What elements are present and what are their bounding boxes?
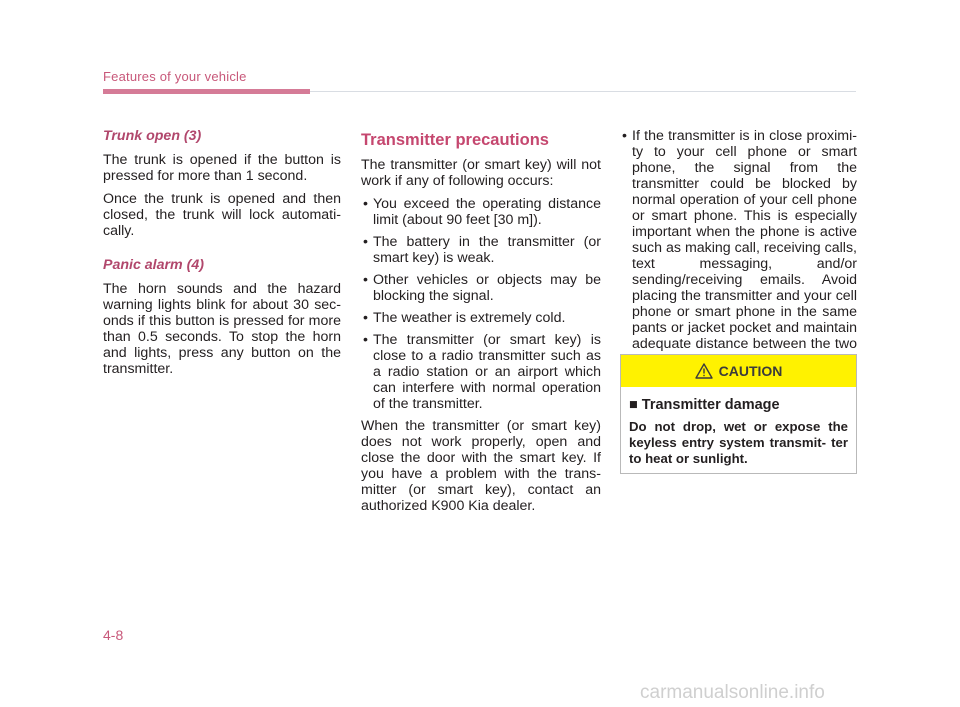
precautions-closing: When the transmitter (or smart key) does not work properly, open and close the door with the smart key. If you have a problem with the trans- mitter (or smart key), contact an authorized K900 Kia dealer. xyxy=(361,418,601,514)
caution-header xyxy=(621,355,856,387)
list-item: • If the transmitter is in close proximi- ty to your cell phone or smart phone, the signal from the transmitter could be blocked by normal operation of your cell phone or smart phone. This is especially important when the phone is active such as making call, receiving calls, text messaging, and/or sending/receiving emails. Avoid placing the transmitter and your cell phone or smart phone in the same pants or jacket pocket and maintain adequate distance between the two xyxy=(620,128,857,368)
precautions-intro: The transmitter (or smart key) will not work if any of following occurs: xyxy=(361,157,601,189)
header-accent-bar xyxy=(103,89,310,94)
trunk-open-paragraph-1: The trunk is opened if the button is pressed for more than 1 second. xyxy=(103,152,341,184)
caution-text: Do not drop, wet or expose the keyless entry system transmit- ter to heat or sunlight. xyxy=(629,419,848,466)
panic-alarm-heading: Panic alarm (4) xyxy=(103,257,204,273)
caution-label: CAUTION xyxy=(718,363,783,379)
page-number: 4-8 xyxy=(103,627,124,643)
proximity-list xyxy=(620,128,857,368)
left-column xyxy=(103,128,341,384)
caution-title: ■ Transmitter damage xyxy=(629,397,780,413)
trunk-open-paragraph-2: Once the trunk is opened and then closed, the trunk will lock automati- cally. xyxy=(103,191,341,239)
trunk-open-heading: Trunk open (3) xyxy=(103,128,202,144)
watermark: carmanualsonline.info xyxy=(640,682,825,703)
header-rule xyxy=(310,91,856,92)
precautions-list xyxy=(361,196,601,412)
panic-alarm-paragraph: The horn sounds and the hazard warning lights blink for about 30 sec- onds if this button is pressed for more than 0.5 seconds. To stop the horn and lights, press any button on the transmitter. xyxy=(103,281,341,377)
caution-body xyxy=(621,387,856,467)
list-item: • The transmitter (or smart key) is close to a radio transmitter such as a radio station or an airport which can interfere with normal operation of the transmitter. xyxy=(361,332,601,412)
warning-triangle-icon xyxy=(695,363,713,379)
middle-column xyxy=(361,128,601,521)
right-column xyxy=(620,128,857,374)
list-item: • The battery in the transmitter (or smart key) is weak. xyxy=(361,234,601,266)
header-title: Features of your vehicle xyxy=(103,69,247,84)
list-item: • You exceed the operating distance limit (about 90 feet [30 m]). xyxy=(361,196,601,228)
list-item: • The weather is extremely cold. xyxy=(361,310,601,326)
caution-box xyxy=(620,354,857,474)
section-title: Transmitter precautions xyxy=(361,131,549,149)
list-item: • Other vehicles or objects may be blocking the signal. xyxy=(361,272,601,304)
